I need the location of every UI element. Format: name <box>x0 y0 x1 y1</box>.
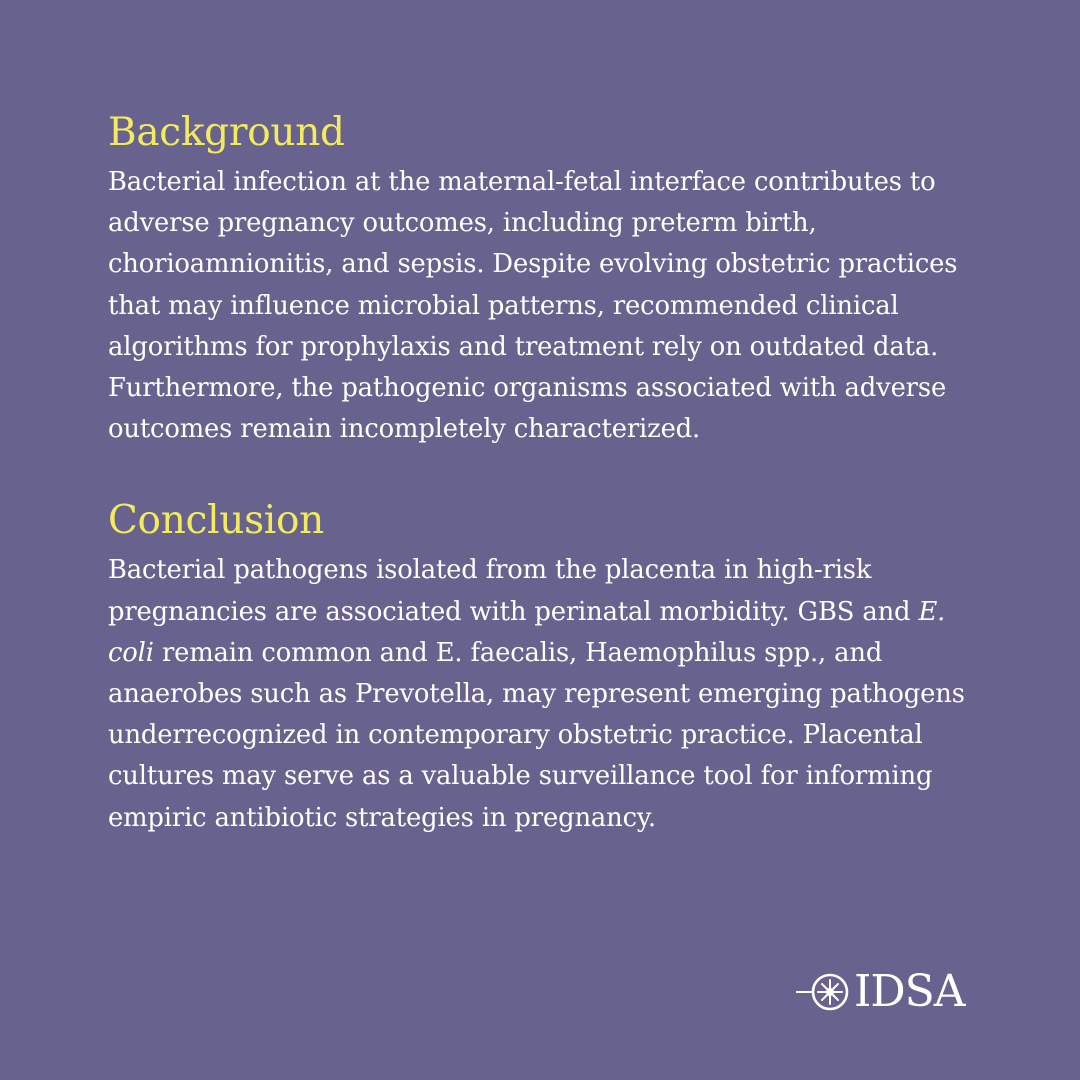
background-heading: Background <box>108 110 345 155</box>
conclusion-section <box>108 496 988 838</box>
background-text: Bacterial infection at the maternal-fetal interface contributes to adverse pregnancy outcomes, including preterm birth, chorioamnionitis, and sepsis. Despite evolving obstetric practices that may influence microbial patterns, recommended clinical algorithms for prophylaxis and treatment rely on outdated data. Furthermore, the pathogenic organisms associated with adverse outcomes remain incompletely characterized. <box>108 167 958 445</box>
conclusion-heading: Conclusion <box>108 498 324 544</box>
idsa-logo <box>796 966 965 1018</box>
section-spacer <box>108 450 988 496</box>
idsa-star-icon <box>796 966 854 1018</box>
conclusion-text-part1: Bacterial pathogens isolated from the placenta in high-risk pregnancies are associated with perinatal morbidity. GBS and <box>108 555 919 627</box>
conclusion-text <box>108 550 988 838</box>
background-section <box>108 108 988 450</box>
conclusion-text-part2: remain common and E. faecalis, Haemophilus spp., and anaerobes such as Prevotella, may represent emerging pathogens underrecognized in contemporary obstetric practice. Placental cultures may serve as a valuable surveillance tool for informing empiric antibiotic strategies in pregnancy. <box>108 637 965 833</box>
conclusion-text-italic: E. coli <box>108 596 946 668</box>
idsa-logo-text: IDSA <box>854 966 965 1017</box>
abstract-content <box>108 108 988 839</box>
